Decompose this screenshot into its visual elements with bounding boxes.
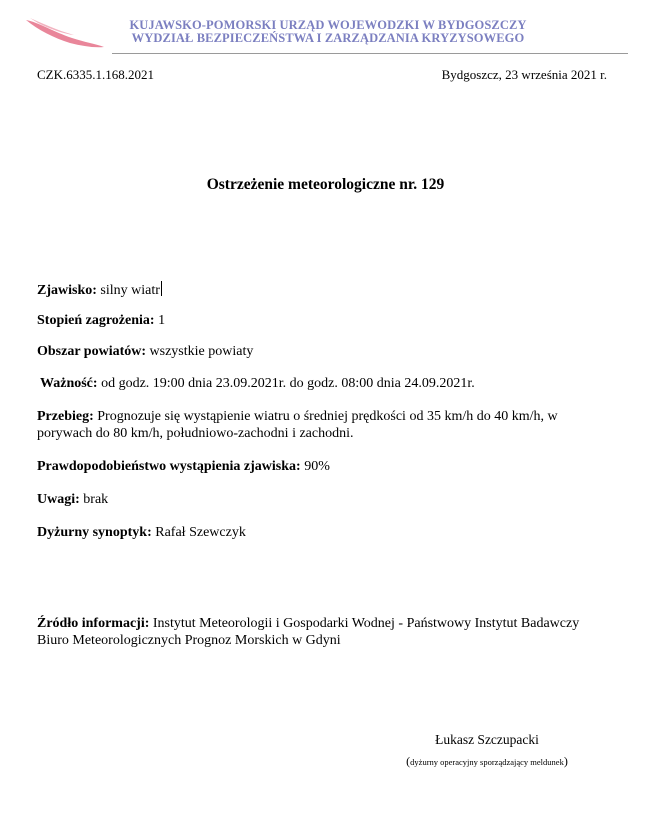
field-area [37, 343, 607, 360]
field-label: Przebieg: [37, 409, 94, 424]
field-value: od godz. 19:00 dnia 23.09.2021r. do godz. 08:00 dnia 24.09.2021r. [101, 376, 475, 391]
paren-open: ( [406, 754, 411, 768]
field-value: brak [83, 492, 109, 507]
field-label: Uwagi: [37, 492, 80, 507]
field-validity [40, 375, 610, 392]
reference-number: CZK.6335.1.168.2021 [37, 67, 154, 82]
place-date: Bydgoszcz, 23 września 2021 r. [441, 67, 607, 82]
field-value: Instytut Meteorologii i Gospodarki Wodnej - Państwowy Instytut Badawczy Biuro Meteorologicznych Prognoz Morskich w Gdyni [37, 616, 580, 648]
office-header [112, 19, 544, 45]
field-value: Rafał Szewczyk [155, 525, 246, 540]
department-name: WYDZIAŁ BEZPIECZEŃSTWA I ZARZĄDZANIA KRYZYSOWEGO [131, 31, 525, 45]
field-phenomenon [37, 281, 607, 299]
field-label: Ważność: [40, 376, 98, 391]
field-label: Stopień zagrożenia: [37, 313, 155, 328]
document-title: Ostrzeżenie meteorologiczne nr. 129 [206, 176, 445, 193]
field-probability [37, 458, 607, 475]
signatory-role [392, 754, 582, 769]
field-value: 1 [158, 313, 166, 328]
field-remarks [37, 491, 607, 508]
role-text: dyżurny operacyjny sporządzający meldunek [410, 757, 564, 767]
text-cursor [161, 281, 162, 296]
field-course [37, 408, 597, 442]
field-label: Dyżurny synoptyk: [37, 525, 152, 540]
office-name: KUJAWSKO-POMORSKI URZĄD WOJEWODZKI W BYDGOSZCZY [129, 18, 527, 32]
emblem-icon [24, 14, 106, 54]
signatory-name: Łukasz Szczupacki [435, 732, 539, 747]
field-source [37, 615, 607, 649]
field-label: Zjawisko: [37, 283, 97, 298]
field-value: silny wiatr [100, 283, 160, 298]
field-label: Źródło informacji: [37, 616, 150, 631]
field-value: wszystkie powiaty [149, 344, 254, 359]
paren-close: ) [563, 754, 568, 768]
field-value: Prognozuje się wystąpienie wiatru o średniej prędkości od 35 km/h do 40 km/h, w porywach do 80 km/h, południowo-zachodni i zachodni. [37, 409, 558, 441]
header-divider [112, 53, 628, 54]
field-threat-level [37, 312, 607, 329]
field-value: 90% [304, 459, 330, 474]
field-label: Obszar powiatów: [37, 344, 147, 359]
field-forecaster [37, 524, 607, 541]
field-label: Prawdopodobieństwo wystąpienia zjawiska: [37, 459, 301, 474]
